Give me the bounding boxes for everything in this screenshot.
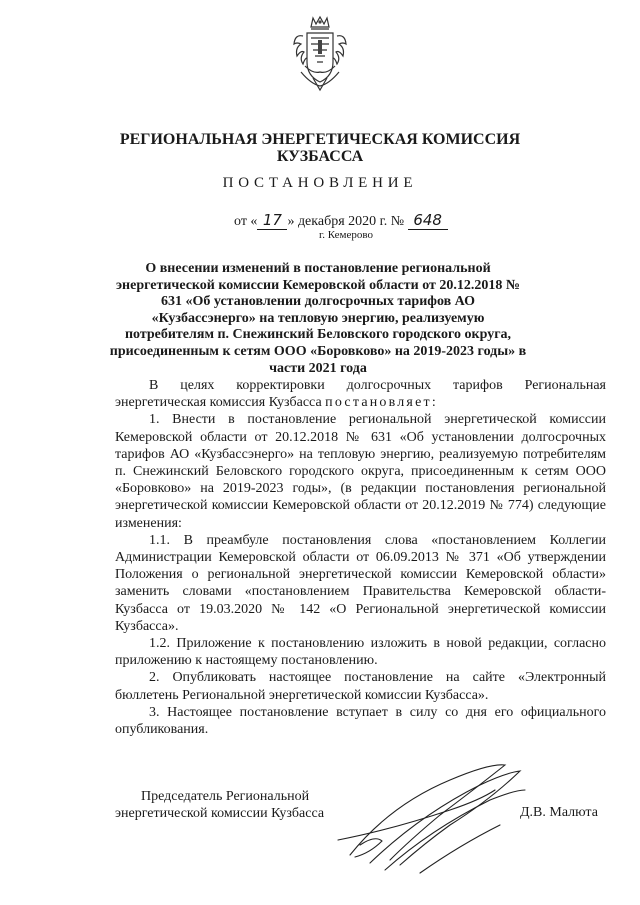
date-prefix: от « xyxy=(234,214,258,229)
date-day: 17 xyxy=(257,211,287,230)
organization-name-line1: РЕГИОНАЛЬНАЯ ЭНЕРГЕТИЧЕСКАЯ КОМИССИЯ xyxy=(119,131,521,148)
kuzbass-coat-of-arms-icon xyxy=(291,14,349,92)
city-line xyxy=(0,229,640,241)
preamble-start: В целях корректировки долгосрочных тарифов Региональная энергетическая комиссия Кузбасса xyxy=(115,378,606,411)
date-line xyxy=(234,211,448,230)
signatory-name: Д.В. Малюта xyxy=(520,805,598,820)
date-middle: » декабря 2020 г. № xyxy=(287,214,405,229)
signatory-position xyxy=(115,788,324,822)
preamble-end: : xyxy=(431,395,436,411)
position-line2: энергетической комиссии Кузбасса xyxy=(115,806,325,821)
document-type: ПОСТАНОВЛЕНИЕ xyxy=(222,175,418,191)
organization-name-line2: КУЗБАССА xyxy=(276,148,364,165)
item-3: 3. Настоящее постановление вступает в силу со дня его официального опубликования. xyxy=(115,704,606,738)
city: г. Кемерово xyxy=(318,229,374,241)
document-number: 648 xyxy=(408,211,448,230)
document-body xyxy=(115,377,606,738)
position-line1: Председатель Региональной xyxy=(141,789,310,804)
item-1-1: 1.1. В преамбуле постановления слова «постановлением Коллегии Администрации Кемеровской области от 06.09.2013 № 371 «Об утверждении Положения о региональной энергетической комиссии Кемеровской области» заменить словами «постановлением Правительства Кемеровской области-Кузбасса от 19.03.2020 № 142 «О Региональной энергетической комиссии Кузбасса». xyxy=(115,532,606,634)
document-subject: О внесении изменений в постановление региональной энергетической комиссии Кемеровской области от 20.12.2018 № 631 «Об установлении долгосрочных тарифов АО «Кузбассэнерго» на тепловую энергию, реализуемую потребителям п. Снежинский Беловского городского округа, присоединенным к сетям ООО «Боровково» на 2019-2023 годы» в части 2021 года xyxy=(109,261,527,376)
item-1-2: 1.2. Приложение к постановлению изложить в новой редакции, согласно приложению к настоящему постановлению. xyxy=(115,636,606,669)
preamble-keyword: постановляет xyxy=(325,395,432,411)
preamble xyxy=(115,377,606,411)
handwritten-signature-icon xyxy=(330,745,540,880)
item-1: 1. Внести в постановление региональной энергетической комиссии Кемеровской области от 20.12.2018 № 631 «Об установлении долгосрочных тарифов АО «Кузбассэнерго» на тепловую энергию, реализуемую потребителям п. Снежинский Беловского городского округа, присоединенным к сетям ООО «Боровково» на 2019-2023 годы», (в редакции постановления региональной энергетической комиссии Кемеровской области от 20.12.2019 № 774) следующие изменения: xyxy=(115,412,606,531)
item-2: 2. Опубликовать настоящее постановление на сайте «Электронный бюллетень Региональной энергетической комиссии Кузбасса». xyxy=(115,670,606,703)
